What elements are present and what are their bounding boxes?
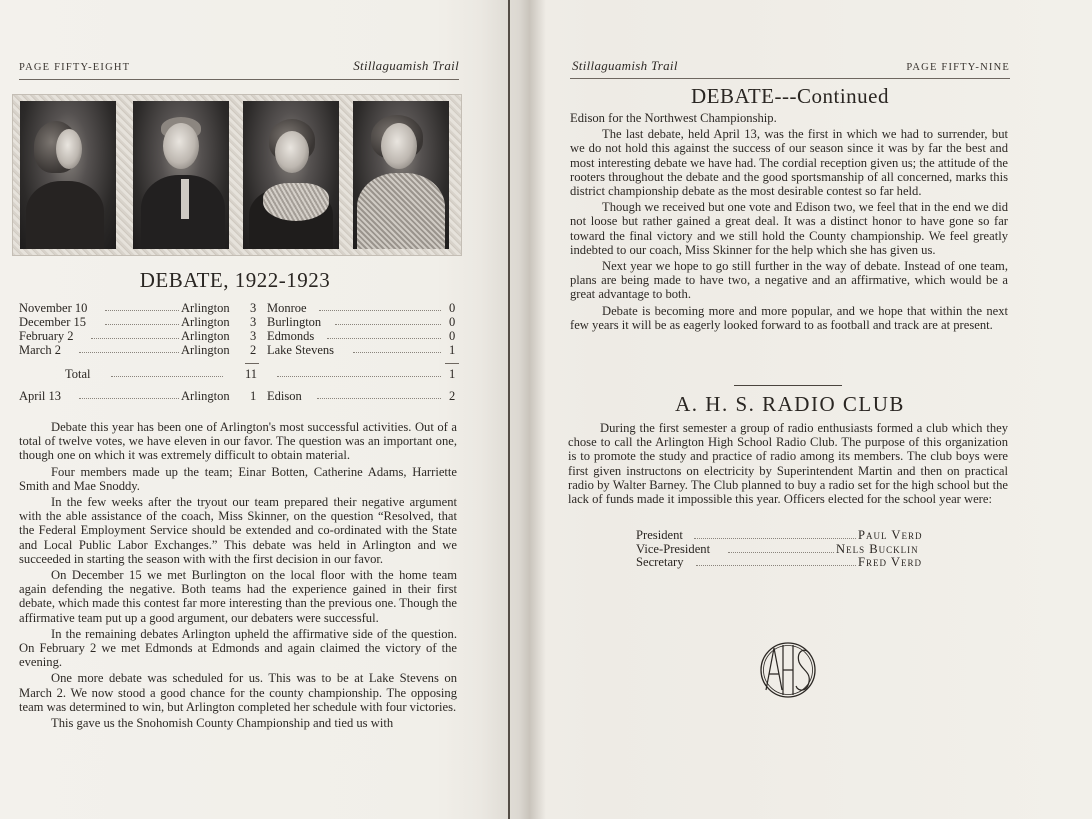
schedule-row (19, 301, 459, 315)
leader-dots (696, 556, 856, 566)
schedule-row (19, 329, 459, 343)
portrait-photo (243, 101, 339, 249)
leader-dots (277, 367, 441, 377)
officer-role: Vice-President (636, 541, 711, 556)
total-opp-score: 1 (449, 367, 456, 381)
paragraph: This gave us the Snohomish County Championship and tied us with (51, 716, 394, 731)
debate-heading: DEBATE, 1922-1923 (139, 268, 331, 292)
left-page (0, 0, 470, 819)
paragraph: Debate this year has been one of Arlington's most successful activities. Out of a total of twelve votes, we have eleven in our favor. The question was an important one, though one on which it was extremely difficult to obtain material. (19, 420, 457, 463)
officers-list (636, 529, 936, 570)
radio-club-heading: A. H. S. RADIO CLUB (675, 392, 905, 416)
running-title: Stillaguamish Trail (572, 58, 678, 73)
debate-date: February 2 (19, 329, 74, 343)
paragraph: One more debate was scheduled for us. This was to be at Lake Stevens on March 2. We now stood a good chance for the county championship. The opposing team was determined to win, but Arlington completed her schedule with four victories. (19, 671, 457, 714)
portrait-photo (20, 101, 116, 249)
paragraph: Though we received but one vote and Edison two, we feel that in the end we did not loose but rather gained a great deal. It was a distinct honor to have gone so far toward the final victory and we still hold the County championship. We feel greatly indebted to our coach, Miss Skinner for the help which she has given us. (570, 200, 1008, 257)
schedule-row (19, 343, 459, 357)
home-team: Arlington (181, 389, 230, 403)
section-divider (734, 385, 842, 386)
leader-dots (105, 301, 179, 311)
opponent: Burlington (267, 315, 322, 329)
page-number: PAGE FIFTY-EIGHT (19, 62, 131, 73)
book-gutter (508, 0, 510, 819)
total-rule (245, 363, 259, 364)
leader-dots (728, 543, 834, 553)
leader-dots (319, 301, 441, 311)
officer-role: President (636, 528, 683, 542)
home-score: 3 (250, 301, 257, 315)
right-page (560, 0, 1030, 819)
paragraph: The last debate, held April 13, was the first in which we had to surrender, but we do not hold this against the success of our season since it was by far the best and most interesting debate we have had. The cordial reception given us; the attitude of the rooters throughout the debate and the good sportsmanship of all concerned, marks this district championship debate as the most desirable contest so far held. (570, 127, 1008, 199)
total-home-score: 11 (245, 367, 258, 381)
opponent: Monroe (267, 301, 307, 315)
home-team: Arlington (181, 329, 230, 343)
home-score: 3 (250, 315, 257, 329)
paragraph: In the few weeks after the tryout our team prepared their negative argument with the able assistance of the coach, Miss Skinner, on the question “Resolved, that the Federal Employment Service should be extended and co-ordinated with the State and Local Public Labor Exchanges.” This debate was held in Arlington and we succeeded in starting the season with with the first decision in our favor. (19, 495, 457, 566)
opponent: Lake Stevens (267, 343, 334, 357)
officer-role: Secretary (636, 555, 684, 569)
ahs-monogram-emblem (754, 640, 822, 700)
portrait-photo (353, 101, 449, 249)
right-running-header (572, 58, 1010, 78)
schedule-row (19, 315, 459, 329)
leader-dots (105, 315, 179, 325)
leader-dots (353, 343, 441, 353)
leader-dots (335, 315, 441, 325)
page-number: PAGE FIFTY-NINE (906, 62, 1010, 73)
total-label: Total (65, 367, 91, 381)
officer-row (636, 556, 936, 570)
header-rule (19, 79, 459, 80)
running-title: Stillaguamish Trail (353, 58, 459, 73)
debate-date: November 10 (19, 301, 88, 315)
debate-date: March 2 (19, 343, 61, 357)
leader-dots (79, 343, 179, 353)
radio-club-text (568, 421, 1008, 506)
debate-body-text (19, 420, 457, 730)
leader-dots (694, 529, 856, 539)
officer-name: Nels Bucklin (836, 541, 919, 556)
debate-continued-text (570, 111, 1008, 332)
paragraph: Debate is becoming more and more popular, and we hope that within the next few years it will be as eagerly looked forward to as football and track are at present. (570, 303, 1008, 332)
opponent-score: 2 (449, 389, 456, 403)
opponent-score: 0 (449, 315, 456, 329)
leader-dots (317, 389, 441, 399)
total-rule (445, 363, 459, 364)
photo-strip (12, 94, 462, 256)
opponent: Edison (267, 389, 302, 403)
leader-dots (327, 329, 441, 339)
portrait-photo (133, 101, 229, 249)
home-team: Arlington (181, 343, 230, 357)
debate-schedule (19, 301, 459, 403)
debate-continued-heading: DEBATE---Continued (691, 84, 889, 108)
debate-date: April 13 (19, 389, 62, 403)
paragraph: Four members made up the team; Einar Botten, Catherine Adams, Harriette Smith and Mae Snoddy. (19, 464, 457, 493)
leader-dots (79, 389, 179, 399)
leader-dots (91, 329, 179, 339)
opponent: Edmonds (267, 329, 315, 343)
paragraph: On December 15 we met Burlington on the local floor with the home team again defending the negative. Both teams had the experience gained in their first debate, which made this contest far more interesting than the previous one. Though the affirmative team put up a good argument, our debaters were successful. (19, 568, 457, 625)
home-score: 2 (250, 343, 257, 357)
opponent-score: 1 (449, 343, 456, 357)
officer-row (636, 529, 936, 543)
left-running-header (19, 58, 459, 78)
opponent-score: 0 (449, 329, 456, 343)
total-row (19, 367, 459, 389)
officer-name: Paul Verd (858, 528, 923, 542)
leader-dots (111, 367, 223, 377)
paragraph: Next year we hope to go still further in the way of debate. Instead of one team, plans are being made to have two, a negative and an affirmative, which would be a great advantage to both. (570, 259, 1008, 302)
home-team: Arlington (181, 315, 230, 329)
home-team: Arlington (181, 301, 230, 315)
home-score: 1 (250, 389, 257, 403)
opponent-score: 0 (449, 301, 456, 315)
paragraph: In the remaining debates Arlington upheld the affirmative side of the question. On February 2 we met Edmonds at Edmonds and again claimed the victory of the evening. (19, 626, 457, 670)
continued-line: Edison for the Northwest Championship. (570, 111, 777, 125)
home-score: 3 (250, 329, 257, 343)
paragraph: During the first semester a group of radio enthusiasts formed a club which they chose to call the Arlington High School Radio Club. The purpose of this organization is to promote the study and practice of radio among its members. The club boys were first given instructons on electricity by Superintendent Martin and then on practical radio by Walter Barney. The Club planned to buy a radio set for the high school but the lack of funds made it impossible this year. Officers elected for the school year were: (568, 421, 1008, 507)
debate-date: December 15 (19, 315, 86, 329)
header-rule (570, 78, 1010, 79)
final-row (19, 389, 459, 403)
officer-name: Fred Verd (858, 555, 923, 569)
officer-row (636, 543, 936, 557)
